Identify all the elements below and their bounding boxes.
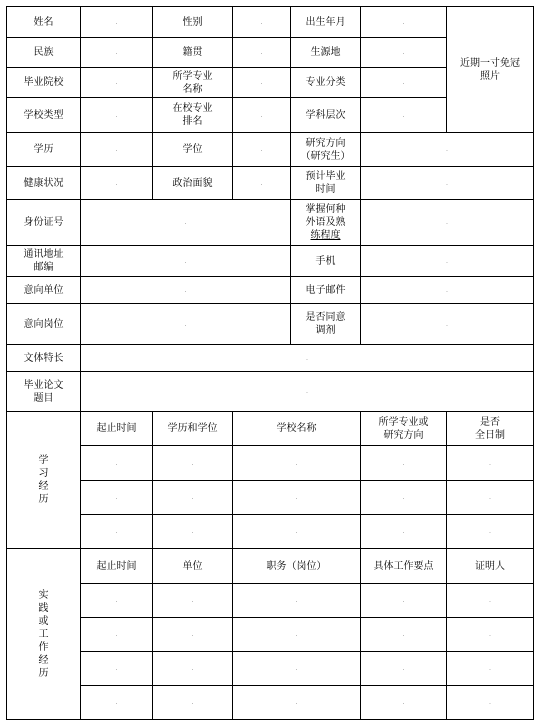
study-cell[interactable]: . xyxy=(233,515,361,549)
study-header-period: 起止时间 xyxy=(81,412,153,446)
field-school[interactable]: . xyxy=(81,68,153,98)
study-cell[interactable]: . xyxy=(361,481,447,515)
work-section-label: 实 践 或 工 作 经 历 xyxy=(7,549,81,720)
label-major: 所学专业 名称 xyxy=(153,68,233,98)
field-language[interactable]: . xyxy=(361,200,534,246)
study-row xyxy=(7,446,534,481)
field-degree-edu[interactable]: . xyxy=(81,133,153,167)
work-cell[interactable]: . xyxy=(153,652,233,686)
field-birth[interactable]: . xyxy=(361,7,447,38)
study-section-label: 学 习 经 历 xyxy=(7,412,81,549)
field-degree[interactable]: . xyxy=(233,133,291,167)
work-cell[interactable]: . xyxy=(81,618,153,652)
label-gender: 性别 xyxy=(153,7,233,38)
work-cell[interactable]: . xyxy=(361,652,447,686)
field-health[interactable]: . xyxy=(81,167,153,200)
work-cell[interactable]: . xyxy=(447,584,534,618)
label-health: 健康状况 xyxy=(7,167,81,200)
study-header-school: 学校名称 xyxy=(233,412,361,446)
study-cell[interactable]: . xyxy=(361,515,447,549)
work-row xyxy=(7,584,534,618)
work-cell[interactable]: . xyxy=(447,686,534,720)
work-cell[interactable]: . xyxy=(81,584,153,618)
work-cell[interactable]: . xyxy=(153,584,233,618)
field-ranking[interactable]: . xyxy=(233,98,291,133)
study-row xyxy=(7,481,534,515)
work-row xyxy=(7,686,534,720)
field-native-place[interactable]: . xyxy=(233,38,291,68)
work-cell[interactable]: . xyxy=(447,652,534,686)
label-target-post: 意向岗位 xyxy=(7,304,81,345)
field-target-post[interactable]: . xyxy=(81,304,291,345)
study-header-degree: 学历和学位 xyxy=(153,412,233,446)
label-address: 通讯地址 邮编 xyxy=(7,246,81,277)
field-mobile[interactable]: . xyxy=(361,246,534,277)
work-cell[interactable]: . xyxy=(233,584,361,618)
work-cell[interactable]: . xyxy=(153,618,233,652)
field-adjust[interactable]: . xyxy=(361,304,534,345)
label-school-type: 学校类型 xyxy=(7,98,81,133)
label-grad-time: 预计毕业 时间 xyxy=(291,167,361,200)
label-school: 毕业院校 xyxy=(7,68,81,98)
study-cell[interactable]: . xyxy=(447,446,534,481)
field-thesis[interactable]: . xyxy=(81,372,534,412)
field-school-type[interactable]: . xyxy=(81,98,153,133)
field-grad-time[interactable]: . xyxy=(361,167,534,200)
study-cell[interactable]: . xyxy=(81,446,153,481)
label-level: 学科层次 xyxy=(291,98,361,133)
label-language-line2: 外语及熟 xyxy=(305,217,346,228)
work-row xyxy=(7,618,534,652)
study-cell[interactable]: . xyxy=(361,446,447,481)
label-adjust: 是否同意 调剂 xyxy=(291,304,361,345)
label-mobile: 手机 xyxy=(291,246,361,277)
field-research[interactable]: . xyxy=(361,133,534,167)
study-cell[interactable]: . xyxy=(81,481,153,515)
field-origin[interactable]: . xyxy=(361,38,447,68)
work-cell[interactable]: . xyxy=(361,618,447,652)
work-cell[interactable]: . xyxy=(233,686,361,720)
work-row xyxy=(7,652,534,686)
label-email: 电子邮件 xyxy=(291,277,361,304)
work-cell[interactable]: . xyxy=(153,686,233,720)
work-cell[interactable]: . xyxy=(233,652,361,686)
study-cell[interactable]: . xyxy=(447,481,534,515)
study-cell[interactable]: . xyxy=(233,481,361,515)
label-id-number: 身份证号 xyxy=(7,200,81,246)
label-birth: 出生年月 xyxy=(291,7,361,38)
label-politics: 政治面貌 xyxy=(153,167,233,200)
label-name: 姓名 xyxy=(7,7,81,38)
work-cell[interactable]: . xyxy=(81,652,153,686)
field-id-number[interactable]: . xyxy=(81,200,291,246)
study-cell[interactable]: . xyxy=(153,446,233,481)
work-header-period: 起止时间 xyxy=(81,549,153,584)
work-cell[interactable]: . xyxy=(81,686,153,720)
work-cell[interactable]: . xyxy=(361,686,447,720)
field-ethnicity[interactable]: . xyxy=(81,38,153,68)
field-major-category[interactable]: . xyxy=(361,68,447,98)
work-cell[interactable]: . xyxy=(361,584,447,618)
work-header-referee: 证明人 xyxy=(447,549,534,584)
work-cell[interactable]: . xyxy=(233,618,361,652)
label-talent: 文体特长 xyxy=(7,345,81,372)
work-cell[interactable]: . xyxy=(447,618,534,652)
label-language xyxy=(291,200,361,246)
field-email[interactable]: . xyxy=(361,277,534,304)
application-form xyxy=(6,6,534,720)
label-ethnicity: 民族 xyxy=(7,38,81,68)
field-address[interactable]: . xyxy=(81,246,291,277)
field-target-unit[interactable]: . xyxy=(81,277,291,304)
study-cell[interactable]: . xyxy=(81,515,153,549)
field-politics[interactable]: . xyxy=(233,167,291,200)
study-header-major: 所学专业或 研究方向 xyxy=(361,412,447,446)
work-header-position: 职务（岗位） xyxy=(233,549,361,584)
study-cell[interactable]: . xyxy=(447,515,534,549)
field-gender[interactable]: . xyxy=(233,7,291,38)
label-ranking: 在校专业 排名 xyxy=(153,98,233,133)
photo-box[interactable]: 近期一寸免冠 照片 xyxy=(447,7,534,133)
label-research: 研究方向 （研究生） xyxy=(291,133,361,167)
study-cell[interactable]: . xyxy=(153,481,233,515)
label-origin: 生源地 xyxy=(291,38,361,68)
study-cell[interactable]: . xyxy=(233,446,361,481)
label-target-unit: 意向单位 xyxy=(7,277,81,304)
work-header-duties: 具体工作要点 xyxy=(361,549,447,584)
study-cell[interactable]: . xyxy=(153,515,233,549)
study-header-fulltime: 是否 全日制 xyxy=(447,412,534,446)
field-major[interactable]: . xyxy=(233,68,291,98)
label-language-line3: 练程度 xyxy=(310,230,341,241)
study-row xyxy=(7,515,534,549)
field-level[interactable]: . xyxy=(361,98,447,133)
work-header-unit: 单位 xyxy=(153,549,233,584)
label-degree-edu: 学历 xyxy=(7,133,81,167)
label-thesis: 毕业论文 题目 xyxy=(7,372,81,412)
label-degree: 学位 xyxy=(153,133,233,167)
label-major-category: 专业分类 xyxy=(291,68,361,98)
label-native-place: 籍贯 xyxy=(153,38,233,68)
field-talent[interactable]: . xyxy=(81,345,534,372)
field-name[interactable]: . xyxy=(81,7,153,38)
label-language-line1: 掌握何种 xyxy=(305,204,346,215)
